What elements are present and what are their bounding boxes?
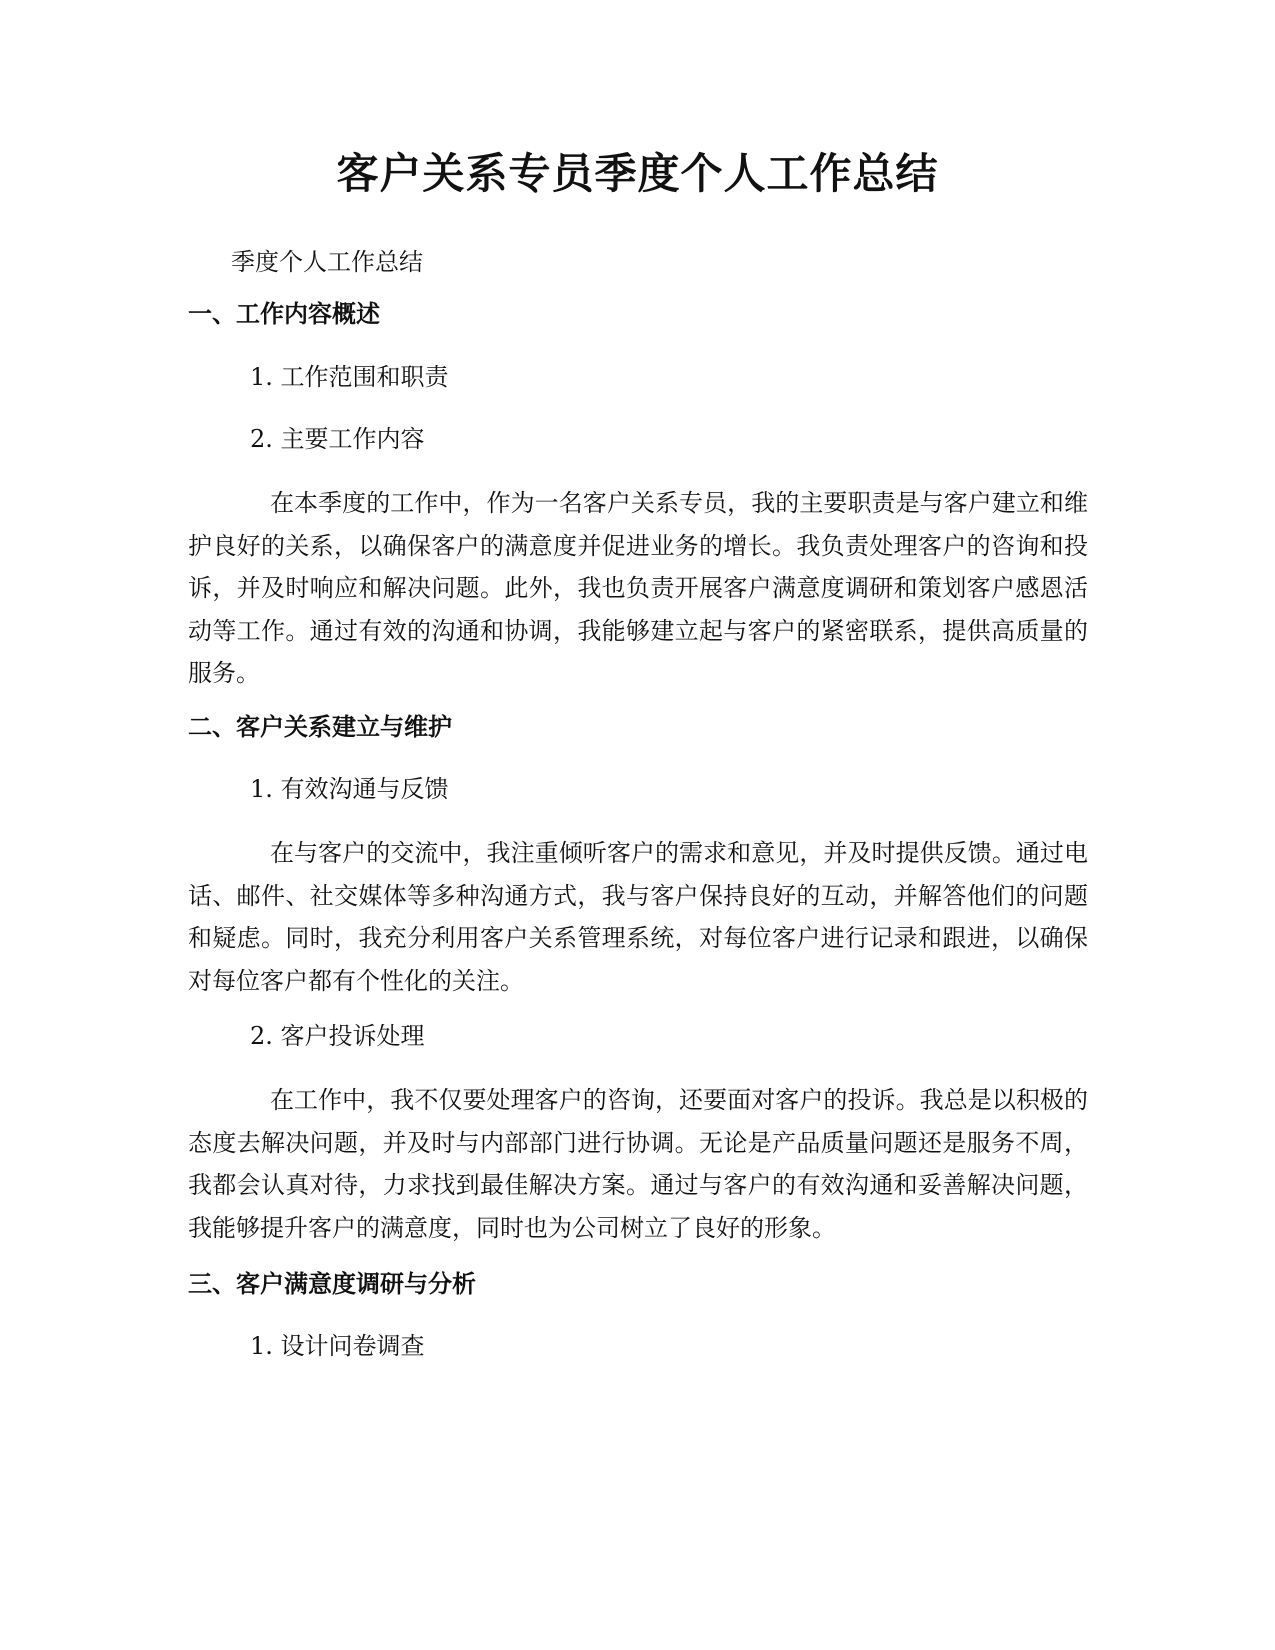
body-paragraph: 在工作中，我不仅要处理客户的咨询，还要面对客户的投诉。我总是以积极的态度去解决问题，并及时与内部部门进行协调。无论是产品质量问题还是服务不周，我都会认真对待，力求找到最佳解决方案。通过与客户的有效沟通和妥善解决问题，我能够提升客户的满意度，同时也为公司树立了良好的形象。 [188, 1086, 1088, 1242]
list-item: 1. 有效沟通与反馈 [250, 775, 449, 803]
section-heading-2: 二、客户关系建立与维护 [188, 713, 452, 741]
list-item: 1. 设计问卷调查 [250, 1332, 425, 1360]
list-item: 1. 工作范围和职责 [250, 363, 449, 391]
list-item: 2. 客户投诉处理 [250, 1022, 425, 1050]
body-paragraph: 在本季度的工作中，作为一名客户关系专员，我的主要职责是与客户建立和维护良好的关系，以确保客户的满意度并促进业务的增长。我负责处理客户的咨询和投诉，并及时响应和解决问题。此外，我也负责开展客户满意度调研和策划客户感恩活动等工作。通过有效的沟通和协调，我能够建立起与客户的紧密联系，提供高质量的服务。 [188, 489, 1088, 687]
list-item: 2. 主要工作内容 [250, 425, 425, 453]
section-heading-1: 一、工作内容概述 [188, 300, 380, 328]
document-title: 客户关系专员季度个人工作总结 [336, 149, 939, 198]
body-paragraph: 在与客户的交流中，我注重倾听客户的需求和意见，并及时提供反馈。通过电话、邮件、社交媒体等多种沟通方式，我与客户保持良好的互动，并解答他们的问题和疑虑。同时，我充分利用客户关系管理系统，对每位客户进行记录和跟进，以确保对每位客户都有个性化的关注。 [188, 839, 1088, 995]
document-subtitle: 季度个人工作总结 [231, 248, 423, 276]
section-heading-3: 三、客户满意度调研与分析 [188, 1270, 476, 1298]
